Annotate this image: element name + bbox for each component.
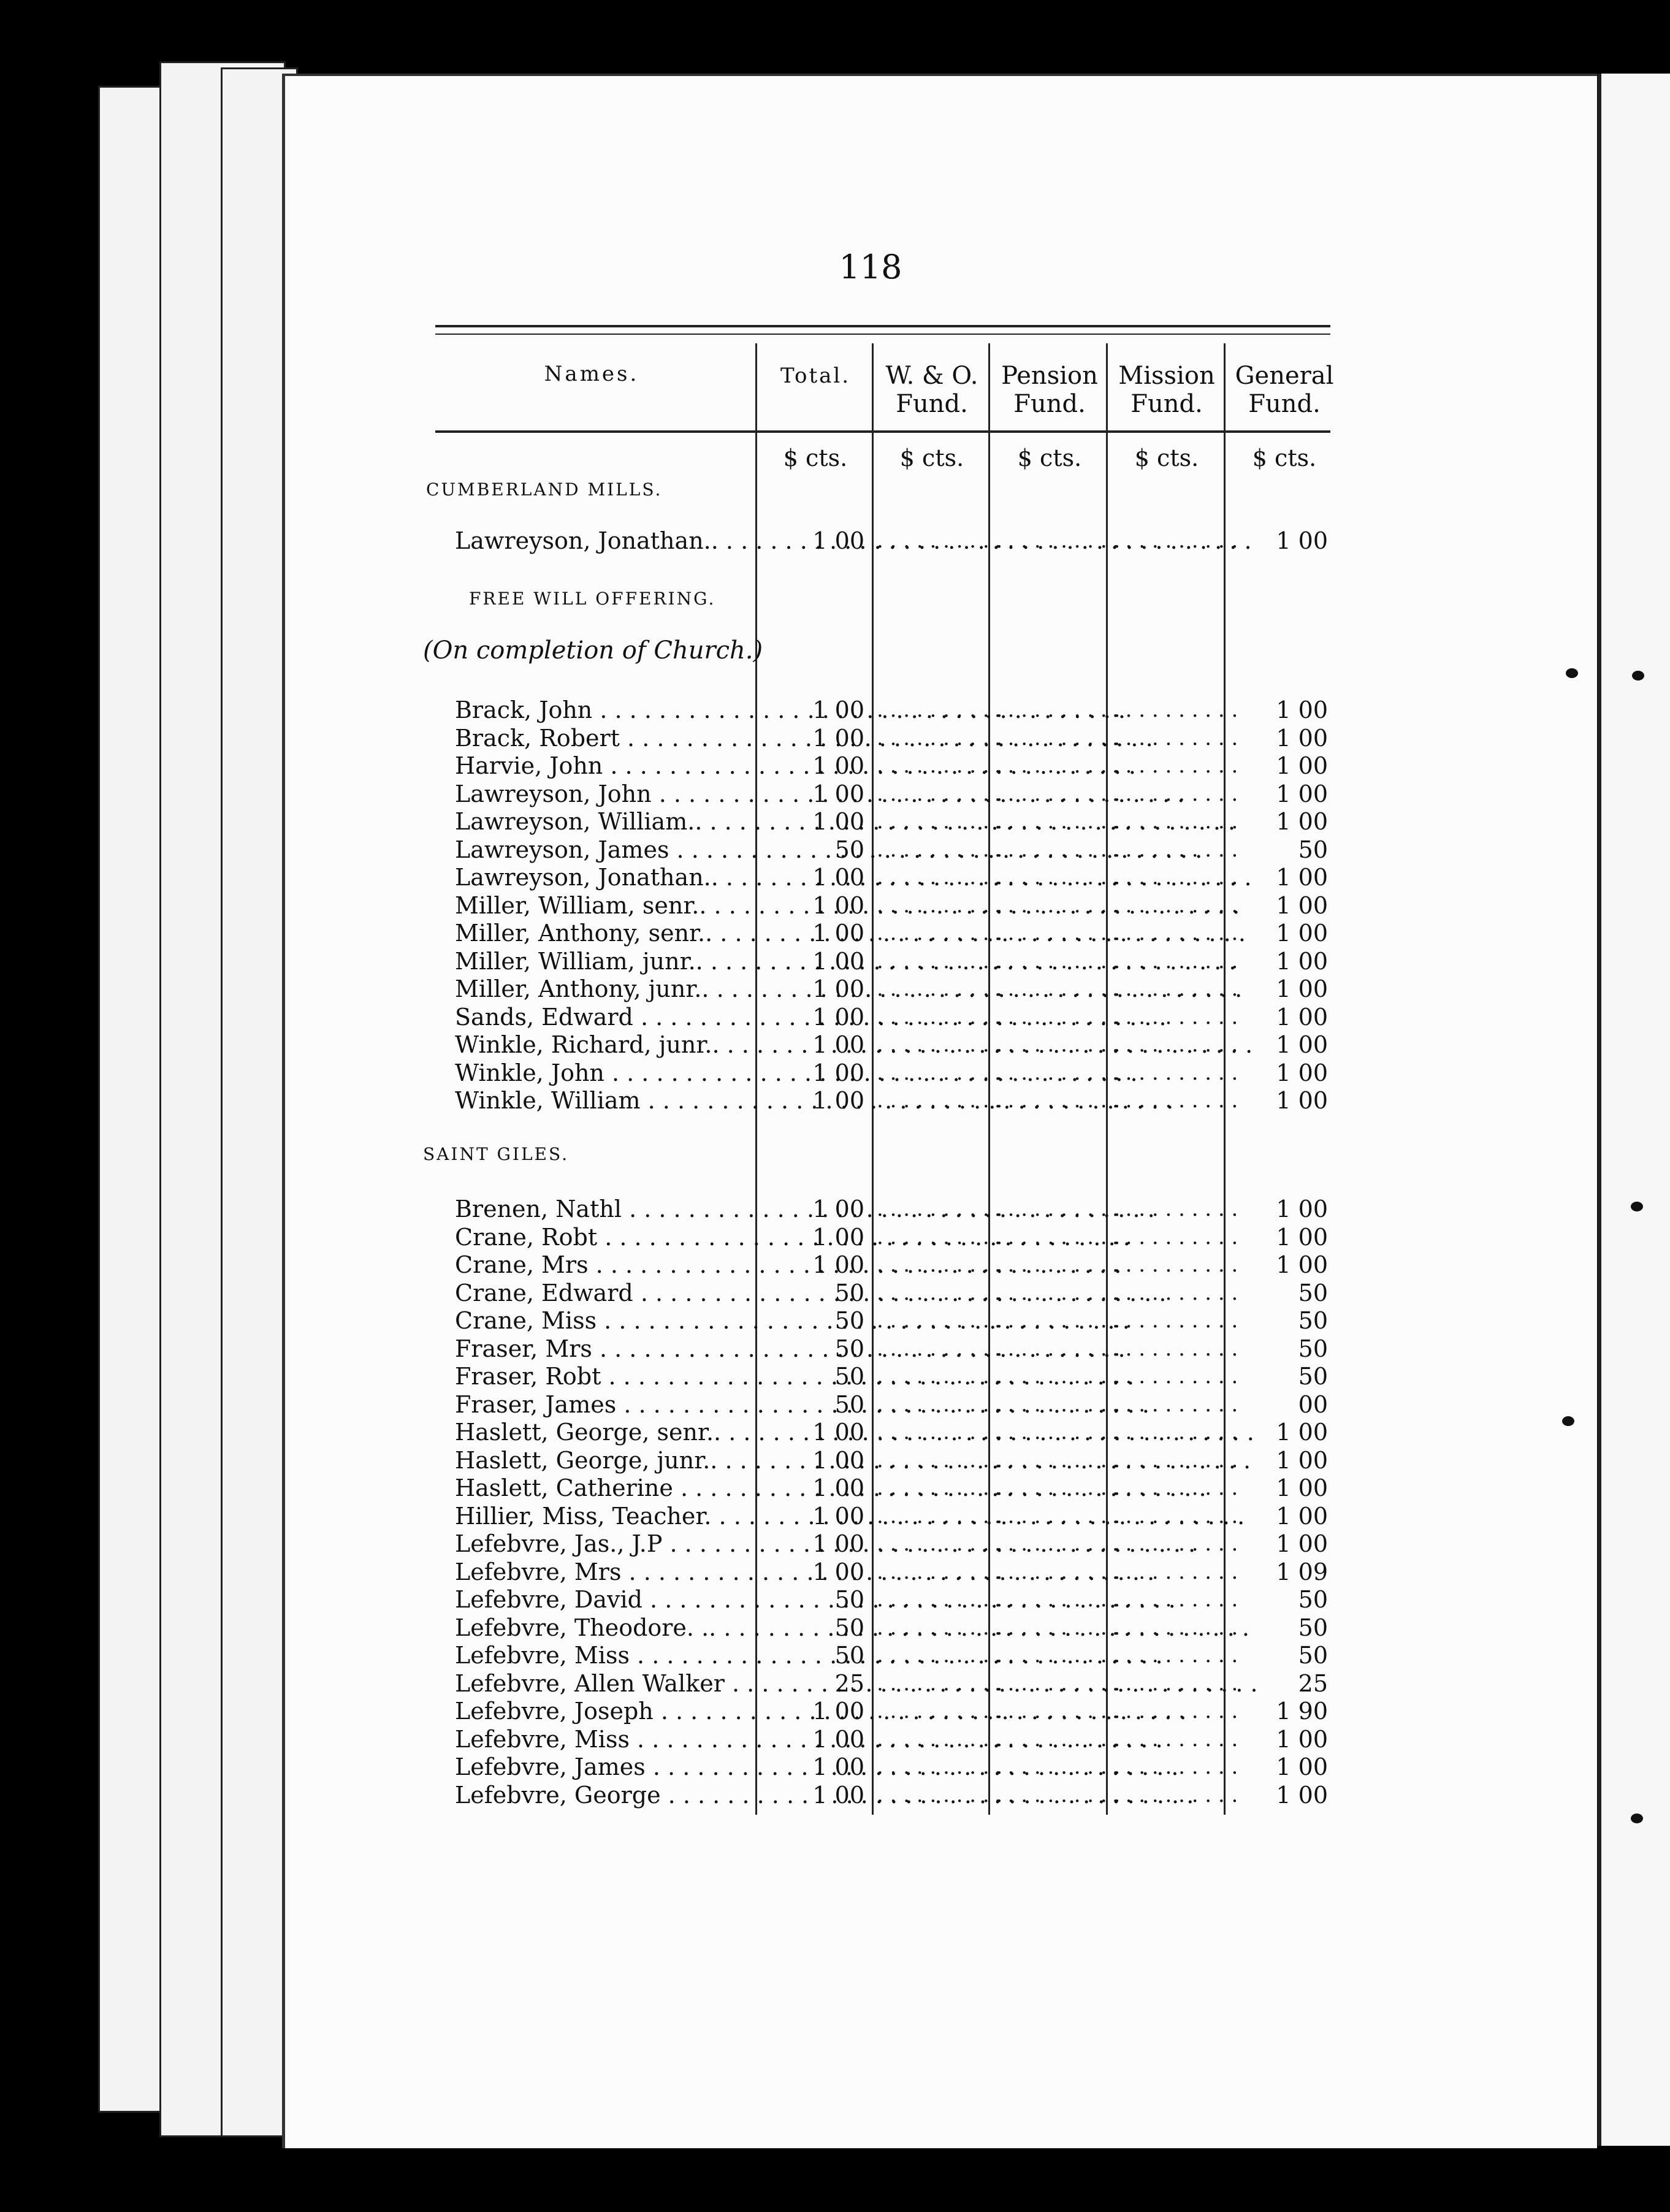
empty-fund-leader: . . . . . . . . . .	[1112, 1364, 1238, 1389]
general-fund-amount: 1 00	[1276, 724, 1328, 752]
general-fund-amount: 1 00	[1276, 1530, 1328, 1557]
general-fund-amount: 1 00	[1276, 1502, 1328, 1530]
empty-fund-leader: . . . . . . . . . .	[994, 753, 1121, 778]
total-amount: 50	[834, 1390, 864, 1418]
header-general-fund-line1: General	[1235, 362, 1334, 390]
empty-fund-leader: . . . . . . . . . .	[1112, 753, 1238, 778]
total-amount: 50	[834, 836, 864, 863]
empty-fund-leader: . . . . . . . . . .	[994, 1587, 1121, 1612]
contributor-name: Lawreyson, John . . .	[455, 780, 774, 808]
table-row	[429, 1059, 1349, 1087]
empty-fund-leader: . . . . . . . . . .	[877, 1587, 1003, 1612]
general-fund-amount: 1 00	[1276, 1031, 1328, 1058]
empty-fund-leader: . . . . . . . . . .	[877, 1615, 1003, 1640]
table-row	[429, 1447, 1349, 1474]
empty-fund-leader: . . . . . . . . . .	[994, 1032, 1121, 1057]
total-amount: 1 00	[812, 1781, 864, 1809]
empty-fund-leader: . . . . . . . . . .	[877, 921, 1003, 945]
total-amount: 50	[834, 1279, 864, 1306]
total-amount: 50	[834, 1335, 864, 1362]
total-amount: 1 00	[812, 527, 864, 554]
general-fund-amount: 1 00	[1276, 864, 1328, 891]
unit-pension: $ cts.	[1017, 444, 1082, 471]
empty-fund-leader: . . . . . . . . . .	[877, 1755, 1003, 1779]
total-amount: 50	[834, 1307, 864, 1334]
table-row	[429, 1698, 1349, 1725]
ink-spot	[1632, 671, 1644, 681]
total-amount: 1 00	[812, 1446, 864, 1474]
empty-fund-leader: . . . . . . . . . .	[994, 1197, 1121, 1221]
total-amount: 1 00	[812, 724, 864, 752]
total-amount: 50	[834, 1614, 864, 1641]
general-fund-amount: 1 00	[1276, 1474, 1328, 1501]
empty-fund-leader: . . . . . . . . . .	[877, 1224, 1003, 1249]
table-row	[429, 1726, 1349, 1753]
empty-fund-leader: . . . . . . . . . .	[994, 809, 1121, 834]
general-fund-amount: 1 00	[1276, 1196, 1328, 1222]
total-amount: 1 00	[812, 1474, 864, 1501]
empty-fund-leader: . . . . . . . . . .	[1112, 528, 1238, 553]
general-fund-amount: 1 09	[1276, 1558, 1328, 1585]
contributor-name: Lefebvre, Miss . . .	[455, 1642, 774, 1669]
contributor-name: Lefebvre, Mrs . . .	[455, 1558, 774, 1586]
ink-spot	[1631, 1202, 1643, 1211]
empty-fund-leader: . . . . . . . . . .	[1112, 893, 1238, 918]
general-fund-amount: 1 00	[1276, 947, 1328, 975]
total-amount: 50	[834, 1586, 864, 1613]
empty-fund-leader: . . . . . . . . . .	[1112, 1447, 1238, 1473]
general-fund-amount: 1 00	[1276, 1446, 1328, 1474]
general-fund-amount: 1 00	[1276, 752, 1328, 779]
empty-fund-leader: . . . . . . . . . .	[994, 837, 1121, 862]
header-pension-fund-line1: Pension	[1001, 362, 1098, 390]
table-row	[429, 1031, 1349, 1059]
header-wo-fund-line2: Fund.	[896, 390, 968, 418]
empty-fund-leader: . . . . . . . . . .	[1112, 1531, 1238, 1556]
table-row	[429, 1335, 1349, 1363]
contributor-name: Lefebvre, Joseph . . .	[455, 1698, 774, 1725]
total-amount: 1 00	[812, 1223, 864, 1251]
general-fund-amount: 25	[1298, 1669, 1328, 1697]
empty-fund-leader: . . . . . . . . . .	[994, 1004, 1121, 1029]
general-fund-amount: 1 00	[1276, 1003, 1328, 1031]
empty-fund-leader: . . . . . . . . . .	[877, 1726, 1003, 1752]
section-saint-giles: SAINT GILES.	[423, 1144, 570, 1164]
empty-fund-leader: . . . . . . . . . .	[1112, 1253, 1238, 1277]
general-fund-amount: 50	[1298, 1279, 1328, 1306]
empty-fund-leader: . . . . . . . . . .	[1112, 1755, 1238, 1779]
header-mission-fund-line2: Fund.	[1130, 390, 1203, 418]
facing-page-edge	[1598, 74, 1670, 2146]
general-fund-amount: 1 00	[1276, 1753, 1328, 1780]
empty-fund-leader: . . . . . . . . . .	[994, 1280, 1121, 1305]
empty-fund-leader: . . . . . . . . . .	[877, 1531, 1003, 1556]
header-total: Total.	[780, 364, 851, 388]
empty-fund-leader: . . . . . . . . . .	[994, 698, 1121, 722]
general-fund-amount: 1 00	[1276, 975, 1328, 1002]
empty-fund-leader: . . . . . . . . . .	[994, 1671, 1121, 1696]
contributor-name: Lefebvre, George . . .	[455, 1782, 774, 1809]
general-fund-amount: 50	[1298, 1642, 1328, 1669]
empty-fund-leader: . . . . . . . . . .	[877, 1476, 1003, 1500]
empty-fund-leader: . . . . . . . . . .	[994, 781, 1121, 806]
contributor-name: Miller, William, senr.. . . .	[455, 892, 774, 920]
table-row	[429, 1670, 1349, 1698]
total-amount: 1 00	[812, 891, 864, 919]
empty-fund-leader: . . . . . . . . . .	[994, 1531, 1121, 1556]
empty-fund-leader: . . . . . . . . . .	[877, 1643, 1003, 1668]
total-amount: 50	[834, 1363, 864, 1390]
total-amount: 1 00	[812, 1003, 864, 1031]
contributor-name: Crane, Miss . . .	[455, 1307, 774, 1335]
table-row	[429, 1586, 1349, 1614]
empty-fund-leader: . . . . . . . . . .	[877, 1782, 1003, 1807]
contributor-name: Haslett, George, senr.. . . .	[455, 1419, 774, 1446]
contributor-name: Lefebvre, Allen Walker . . .	[455, 1670, 774, 1698]
header-wo-fund	[874, 362, 990, 418]
table-row	[429, 1753, 1349, 1781]
header-mission-fund-line1: Mission	[1118, 362, 1215, 390]
contributor-name: Brenen, Nathl . . .	[455, 1196, 774, 1223]
contributor-name: Crane, Robt . . .	[455, 1224, 774, 1251]
header-names: Names.	[544, 362, 639, 386]
empty-fund-leader: . . . . . . . . . .	[1112, 1336, 1238, 1361]
contributor-name: Brack, Robert . . .	[455, 725, 774, 752]
empty-fund-leader: . . . . . . . . . .	[877, 1032, 1003, 1057]
empty-fund-leader: . . . . . . . . . .	[1112, 1503, 1238, 1528]
contributor-name: Lawreyson, William.. . . .	[455, 808, 774, 836]
general-fund-amount: 1 00	[1276, 527, 1328, 554]
empty-fund-leader: . . . . . . . . . .	[1112, 1004, 1238, 1029]
contributor-name: Lefebvre, Jas., J.P . . .	[455, 1530, 774, 1558]
table-row	[429, 975, 1349, 1003]
table-row	[429, 1503, 1349, 1530]
total-amount: 1 00	[812, 975, 864, 1002]
empty-fund-leader: . . . . . . . . . .	[994, 977, 1121, 1001]
empty-fund-leader: . . . . . . . . . .	[877, 1280, 1003, 1305]
empty-fund-leader: . . . . . . . . . .	[1112, 1197, 1238, 1221]
empty-fund-leader: . . . . . . . . . .	[1112, 1587, 1238, 1612]
empty-fund-leader: . . . . . . . . . .	[1112, 781, 1238, 806]
header-wo-fund-line1: W. & O.	[885, 362, 978, 390]
empty-fund-leader: . . . . . . . . . .	[877, 1420, 1003, 1444]
header-pension-fund-line2: Fund.	[1013, 390, 1086, 418]
total-amount: 1 00	[812, 1087, 864, 1114]
empty-fund-leader: . . . . . . . . . .	[877, 948, 1003, 974]
empty-fund-leader: . . . . . . . . . .	[877, 977, 1003, 1001]
table-row	[429, 1474, 1349, 1502]
total-amount: 1 00	[812, 947, 864, 975]
table-row	[429, 836, 1349, 864]
empty-fund-leader: . . . . . . . . . .	[994, 1364, 1121, 1389]
empty-fund-leader: . . . . . . . . . .	[877, 1447, 1003, 1473]
table-row	[429, 1419, 1349, 1446]
contributor-name: Sands, Edward . . .	[455, 1004, 774, 1031]
total-amount: 25	[834, 1669, 864, 1697]
general-fund-amount: 50	[1298, 1586, 1328, 1613]
total-amount: 1 00	[812, 1059, 864, 1086]
total-amount: 1 00	[812, 1530, 864, 1557]
general-fund-amount: 1 00	[1276, 1223, 1328, 1251]
table-row	[429, 1391, 1349, 1419]
empty-fund-leader: . . . . . . . . . .	[994, 1615, 1121, 1640]
page-number: 118	[839, 248, 902, 286]
empty-fund-leader: . . . . . . . . . .	[877, 1004, 1003, 1029]
empty-fund-leader: . . . . . . . . . .	[1112, 1782, 1238, 1807]
empty-fund-leader: . . . . . . . . . .	[994, 1224, 1121, 1249]
contributor-name: Winkle, Richard, junr.. . . .	[455, 1031, 774, 1059]
contributor-name: Lefebvre, Theodore. .. . . .	[455, 1614, 774, 1642]
contributor-name: Harvie, John . . .	[455, 752, 774, 780]
empty-fund-leader: . . . . . . . . . .	[1112, 1420, 1238, 1444]
header-mission-fund	[1108, 362, 1225, 418]
ink-spot	[1631, 1813, 1643, 1823]
total-amount: 1 00	[812, 752, 864, 779]
empty-fund-leader: . . . . . . . . . .	[994, 893, 1121, 918]
empty-fund-leader: . . . . . . . . . .	[994, 865, 1121, 890]
empty-fund-leader: . . . . . . . . . .	[1112, 1032, 1238, 1057]
total-amount: 1 00	[812, 808, 864, 835]
empty-fund-leader: . . . . . . . . . .	[877, 893, 1003, 918]
general-fund-amount: 50	[1298, 1307, 1328, 1334]
empty-fund-leader: . . . . . . . . . .	[994, 1308, 1121, 1333]
total-amount: 1 00	[812, 1558, 864, 1585]
total-amount: 1 00	[812, 1419, 864, 1446]
table-row	[429, 948, 1349, 975]
section-free-will-offering: FREE WILL OFFERING.	[469, 589, 716, 609]
empty-fund-leader: . . . . . . . . . .	[877, 698, 1003, 722]
unit-total: $ cts.	[783, 444, 848, 471]
general-fund-amount: 1 00	[1276, 1251, 1328, 1278]
header-underline	[435, 430, 1330, 433]
general-fund-amount: 1 00	[1276, 808, 1328, 835]
table-row	[429, 920, 1349, 947]
general-fund-amount: 1 00	[1276, 1059, 1328, 1086]
empty-fund-leader: . . . . . . . . . .	[877, 753, 1003, 778]
empty-fund-leader: . . . . . . . . . .	[1112, 1699, 1238, 1723]
contributor-name: Miller, Anthony, junr.. . . .	[455, 975, 774, 1003]
total-amount: 1 00	[812, 1502, 864, 1530]
table-row	[429, 752, 1349, 780]
empty-fund-leader: . . . . . . . . . .	[877, 1503, 1003, 1528]
table-row	[429, 1087, 1349, 1115]
table-row	[429, 1642, 1349, 1669]
empty-fund-leader: . . . . . . . . . .	[994, 1253, 1121, 1277]
total-amount: 1 00	[812, 1698, 864, 1725]
empty-fund-leader: . . . . . . . . . .	[1112, 1559, 1238, 1584]
empty-fund-leader: . . . . . . . . . .	[994, 1503, 1121, 1528]
table-row	[429, 1196, 1349, 1223]
total-amount: 1 00	[812, 696, 864, 723]
empty-fund-leader: . . . . . . . . . .	[877, 781, 1003, 806]
unit-wo: $ cts.	[899, 444, 964, 471]
empty-fund-leader: . . . . . . . . . .	[1112, 1060, 1238, 1085]
table-row	[429, 780, 1349, 808]
empty-fund-leader: . . . . . . . . . .	[1112, 1615, 1238, 1640]
table-row	[429, 1363, 1349, 1390]
empty-fund-leader: . . . . . . . . . .	[994, 1559, 1121, 1584]
header-general-fund	[1226, 362, 1343, 418]
table-row	[429, 1004, 1349, 1031]
empty-fund-leader: . . . . . . . . . .	[877, 837, 1003, 862]
empty-fund-leader: . . . . . . . . . .	[877, 528, 1003, 553]
empty-fund-leader: . . . . . . . . . .	[994, 1088, 1121, 1113]
total-amount: 1 00	[812, 864, 864, 891]
empty-fund-leader: . . . . . . . . . .	[994, 1336, 1121, 1361]
empty-fund-leader: . . . . . . . . . .	[1112, 725, 1238, 750]
section-completion-note: (On completion of Church.)	[423, 636, 763, 665]
empty-fund-leader: . . . . . . . . . .	[1112, 1476, 1238, 1500]
empty-fund-leader: . . . . . . . . . .	[994, 1643, 1121, 1668]
empty-fund-leader: . . . . . . . . . .	[877, 1060, 1003, 1085]
total-amount: 1 00	[812, 1725, 864, 1753]
contributor-name: Lefebvre, Miss . . .	[455, 1726, 774, 1753]
empty-fund-leader: . . . . . . . . . .	[1112, 1392, 1238, 1417]
contributor-name: Fraser, Robt . . .	[455, 1363, 774, 1390]
general-fund-amount: 00	[1298, 1390, 1328, 1418]
header-pension-fund	[991, 362, 1108, 418]
general-fund-amount: 1 00	[1276, 1725, 1328, 1753]
table-row	[429, 1614, 1349, 1642]
contributor-name: Lefebvre, David . . .	[455, 1586, 774, 1614]
section-cumberland-mills: CUMBERLAND MILLS.	[426, 479, 663, 500]
empty-fund-leader: . . . . . . . . . .	[877, 1197, 1003, 1221]
table-row	[429, 892, 1349, 920]
empty-fund-leader: . . . . . . . . . .	[994, 921, 1121, 945]
empty-fund-leader: . . . . . . . . . .	[877, 865, 1003, 890]
empty-fund-leader: . . . . . . . . . .	[1112, 977, 1238, 1001]
general-fund-amount: 1 00	[1276, 891, 1328, 919]
empty-fund-leader: . . . . . . . . . .	[1112, 1224, 1238, 1249]
general-fund-amount: 50	[1298, 1614, 1328, 1641]
total-amount: 1 00	[812, 1753, 864, 1780]
contributor-name: Lawreyson, James . . .	[455, 836, 774, 864]
general-fund-amount: 1 00	[1276, 780, 1328, 807]
empty-fund-leader: . . . . . . . . . .	[994, 1060, 1121, 1085]
contributor-name: Winkle, John . . .	[455, 1059, 774, 1087]
table-row	[429, 808, 1349, 836]
empty-fund-leader: . . . . . . . . . .	[877, 1308, 1003, 1333]
table-row	[429, 696, 1349, 724]
contributor-name: Haslett, George, junr.. . . .	[455, 1447, 774, 1474]
total-amount: 1 00	[812, 1251, 864, 1278]
empty-fund-leader: . . . . . . . . . .	[1112, 1088, 1238, 1113]
general-fund-amount: 1 00	[1276, 1781, 1328, 1809]
ink-spot	[1566, 668, 1578, 678]
ink-spot	[1562, 1416, 1574, 1426]
table-row	[429, 1530, 1349, 1558]
empty-fund-leader: . . . . . . . . . .	[994, 1447, 1121, 1473]
general-fund-amount: 1 00	[1276, 696, 1328, 723]
empty-fund-leader: . . . . . . . . . .	[877, 1364, 1003, 1389]
empty-fund-leader: . . . . . . . . . .	[877, 809, 1003, 834]
table-row	[429, 1280, 1349, 1307]
contributor-name: Hillier, Miss, Teacher. . . .	[455, 1503, 774, 1530]
contributor-name: Miller, Anthony, senr.. . . .	[455, 920, 774, 947]
empty-fund-leader: . . . . . . . . . .	[877, 1392, 1003, 1417]
empty-fund-leader: . . . . . . . . . .	[1112, 837, 1238, 862]
table-row	[429, 1558, 1349, 1586]
empty-fund-leader: . . . . . . . . . .	[994, 1755, 1121, 1779]
empty-fund-leader: . . . . . . . . . .	[994, 1420, 1121, 1444]
table-row	[429, 864, 1349, 891]
empty-fund-leader: . . . . . . . . . .	[1112, 865, 1238, 890]
contributor-name: Miller, William, junr.. . . .	[455, 948, 774, 975]
table-row	[429, 527, 1349, 555]
contributor-name: Fraser, James . . .	[455, 1391, 774, 1419]
contributor-name: Crane, Mrs . . .	[455, 1251, 774, 1279]
top-double-rule-lower	[435, 334, 1330, 335]
empty-fund-leader: . . . . . . . . . .	[877, 1088, 1003, 1113]
empty-fund-leader: . . . . . . . . . .	[877, 1559, 1003, 1584]
empty-fund-leader: . . . . . . . . . .	[994, 1392, 1121, 1417]
empty-fund-leader: . . . . . . . . . .	[994, 948, 1121, 974]
empty-fund-leader: . . . . . . . . . .	[994, 725, 1121, 750]
table-row	[429, 1224, 1349, 1251]
empty-fund-leader: . . . . . . . . . .	[1112, 1671, 1238, 1696]
general-fund-amount: 1 00	[1276, 1419, 1328, 1446]
contributor-name: Winkle, William . . .	[455, 1087, 774, 1115]
total-amount: 1 00	[812, 780, 864, 807]
empty-fund-leader: . . . . . . . . . .	[994, 1782, 1121, 1807]
table-row	[429, 1251, 1349, 1279]
empty-fund-leader: . . . . . . . . . .	[1112, 1726, 1238, 1752]
general-fund-amount: 50	[1298, 1363, 1328, 1390]
table-row	[429, 725, 1349, 752]
total-amount: 1 00	[812, 920, 864, 947]
empty-fund-leader: . . . . . . . . . .	[877, 725, 1003, 750]
empty-fund-leader: . . . . . . . . . .	[1112, 809, 1238, 834]
table-row	[429, 1782, 1349, 1809]
empty-fund-leader: . . . . . . . . . .	[1112, 1643, 1238, 1668]
general-fund-amount: 1 00	[1276, 1087, 1328, 1114]
empty-fund-leader: . . . . . . . . . .	[877, 1699, 1003, 1723]
top-double-rule	[435, 325, 1330, 327]
table-row	[429, 1307, 1349, 1335]
total-amount: 1 00	[812, 1196, 864, 1222]
contributor-name: Crane, Edward . . .	[455, 1280, 774, 1307]
contributor-name: Lawreyson, Jonathan.. . . .	[455, 864, 774, 891]
contributor-name: Fraser, Mrs . . .	[455, 1335, 774, 1363]
empty-fund-leader: . . . . . . . . . .	[994, 528, 1121, 553]
general-fund-amount: 1 00	[1276, 920, 1328, 947]
general-fund-amount: 1 90	[1276, 1698, 1328, 1725]
empty-fund-leader: . . . . . . . . . .	[877, 1671, 1003, 1696]
unit-general: $ cts.	[1252, 444, 1317, 471]
contributor-name: Brack, John . . .	[455, 696, 774, 724]
empty-fund-leader: . . . . . . . . . .	[1112, 948, 1238, 974]
general-fund-amount: 50	[1298, 836, 1328, 863]
contributor-name: Lawreyson, Jonathan.. . . .	[455, 527, 774, 555]
contributor-name: Haslett, Catherine . . .	[455, 1474, 774, 1502]
general-fund-amount: 50	[1298, 1335, 1328, 1362]
contributor-name: Lefebvre, James . . .	[455, 1753, 774, 1781]
empty-fund-leader: . . . . . . . . . .	[1112, 921, 1238, 945]
empty-fund-leader: . . . . . . . . . .	[877, 1253, 1003, 1277]
empty-fund-leader: . . . . . . . . . .	[877, 1336, 1003, 1361]
empty-fund-leader: . . . . . . . . . .	[1112, 1280, 1238, 1305]
total-amount: 50	[834, 1642, 864, 1669]
empty-fund-leader: . . . . . . . . . .	[1112, 1308, 1238, 1333]
header-general-fund-line2: Fund.	[1248, 390, 1321, 418]
empty-fund-leader: . . . . . . . . . .	[994, 1726, 1121, 1752]
empty-fund-leader: . . . . . . . . . .	[994, 1699, 1121, 1723]
unit-mission: $ cts.	[1134, 444, 1199, 471]
empty-fund-leader: . . . . . . . . . .	[1112, 698, 1238, 722]
total-amount: 1 00	[812, 1031, 864, 1058]
empty-fund-leader: . . . . . . . . . .	[994, 1476, 1121, 1500]
